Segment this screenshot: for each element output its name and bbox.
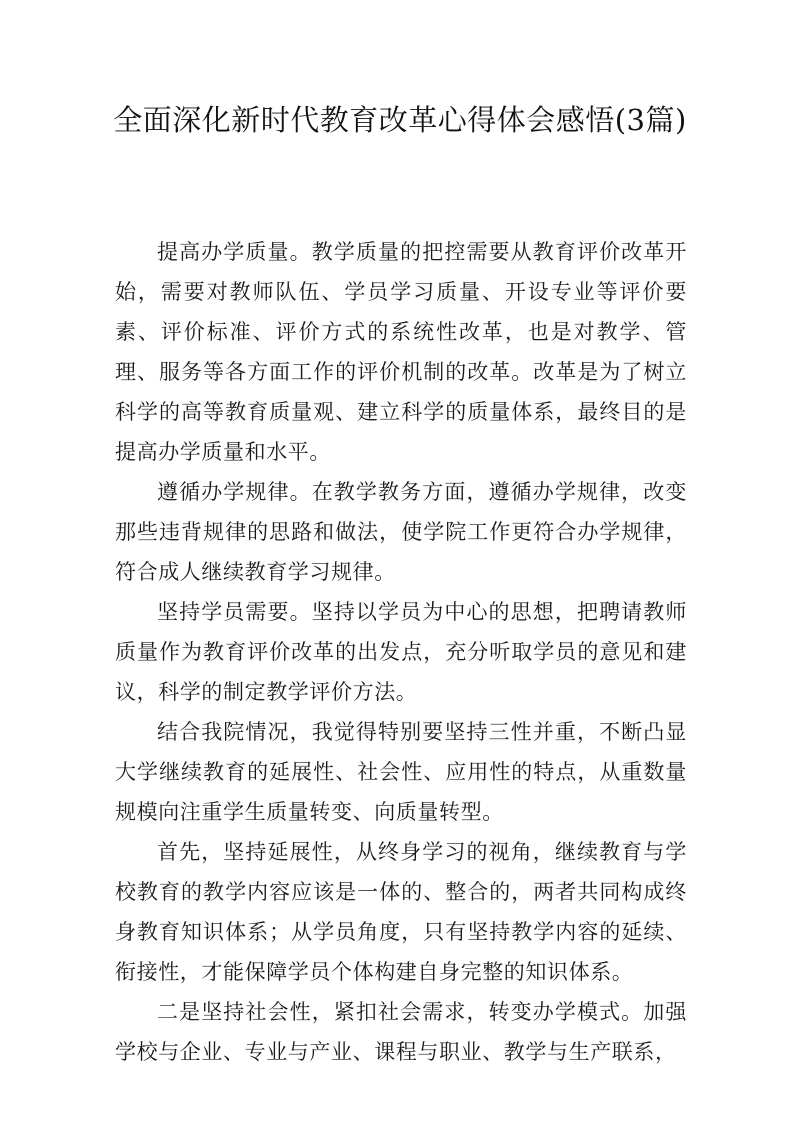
paragraph: 二是坚持社会性，紧扣社会需求，转变办学模式。加强学校与企业、专业与产业、课程与职业、教学与生产联系， bbox=[115, 1000, 687, 1064]
document-title: 全面深化新时代教育改革心得体会感悟(3篇) bbox=[113, 103, 687, 137]
paragraph: 遵循办学规律。在教学教务方面，遵循办学规律，改变那些违背规律的思路和做法，使学院工作更符合办学规律，符合成人继续教育学习规律。 bbox=[115, 480, 687, 584]
paragraph: 坚持学员需要。坚持以学员为中心的思想，把聘请教师质量作为教育评价改革的出发点，充分听取学员的意见和建议，科学的制定教学评价方法。 bbox=[115, 600, 687, 704]
paragraph: 结合我院情况，我觉得特别要坚持三性并重，不断凸显大学继续教育的延展性、社会性、应用性的特点，从重数量规模向注重学生质量转变、向质量转型。 bbox=[115, 720, 687, 824]
paragraph: 提高办学质量。教学质量的把控需要从教育评价改革开始，需要对教师队伍、学员学习质量、开设专业等评价要素、评价标准、评价方式的系统性改革，也是对教学、管理、服务等各方面工作的评价机制的改革。改革是为了树立科学的高等教育质量观、建立科学的质量体系，最终目的是提高办学质量和水平。 bbox=[115, 240, 687, 464]
paragraph: 首先，坚持延展性，从终身学习的视角，继续教育与学校教育的教学内容应该是一体的、整合的，两者共同构成终身教育知识体系；从学员角度，只有坚持教学内容的延续、衔接性，才能保障学员个体构建自身完整的知识体系。 bbox=[115, 840, 687, 984]
document-body bbox=[115, 232, 687, 1072]
